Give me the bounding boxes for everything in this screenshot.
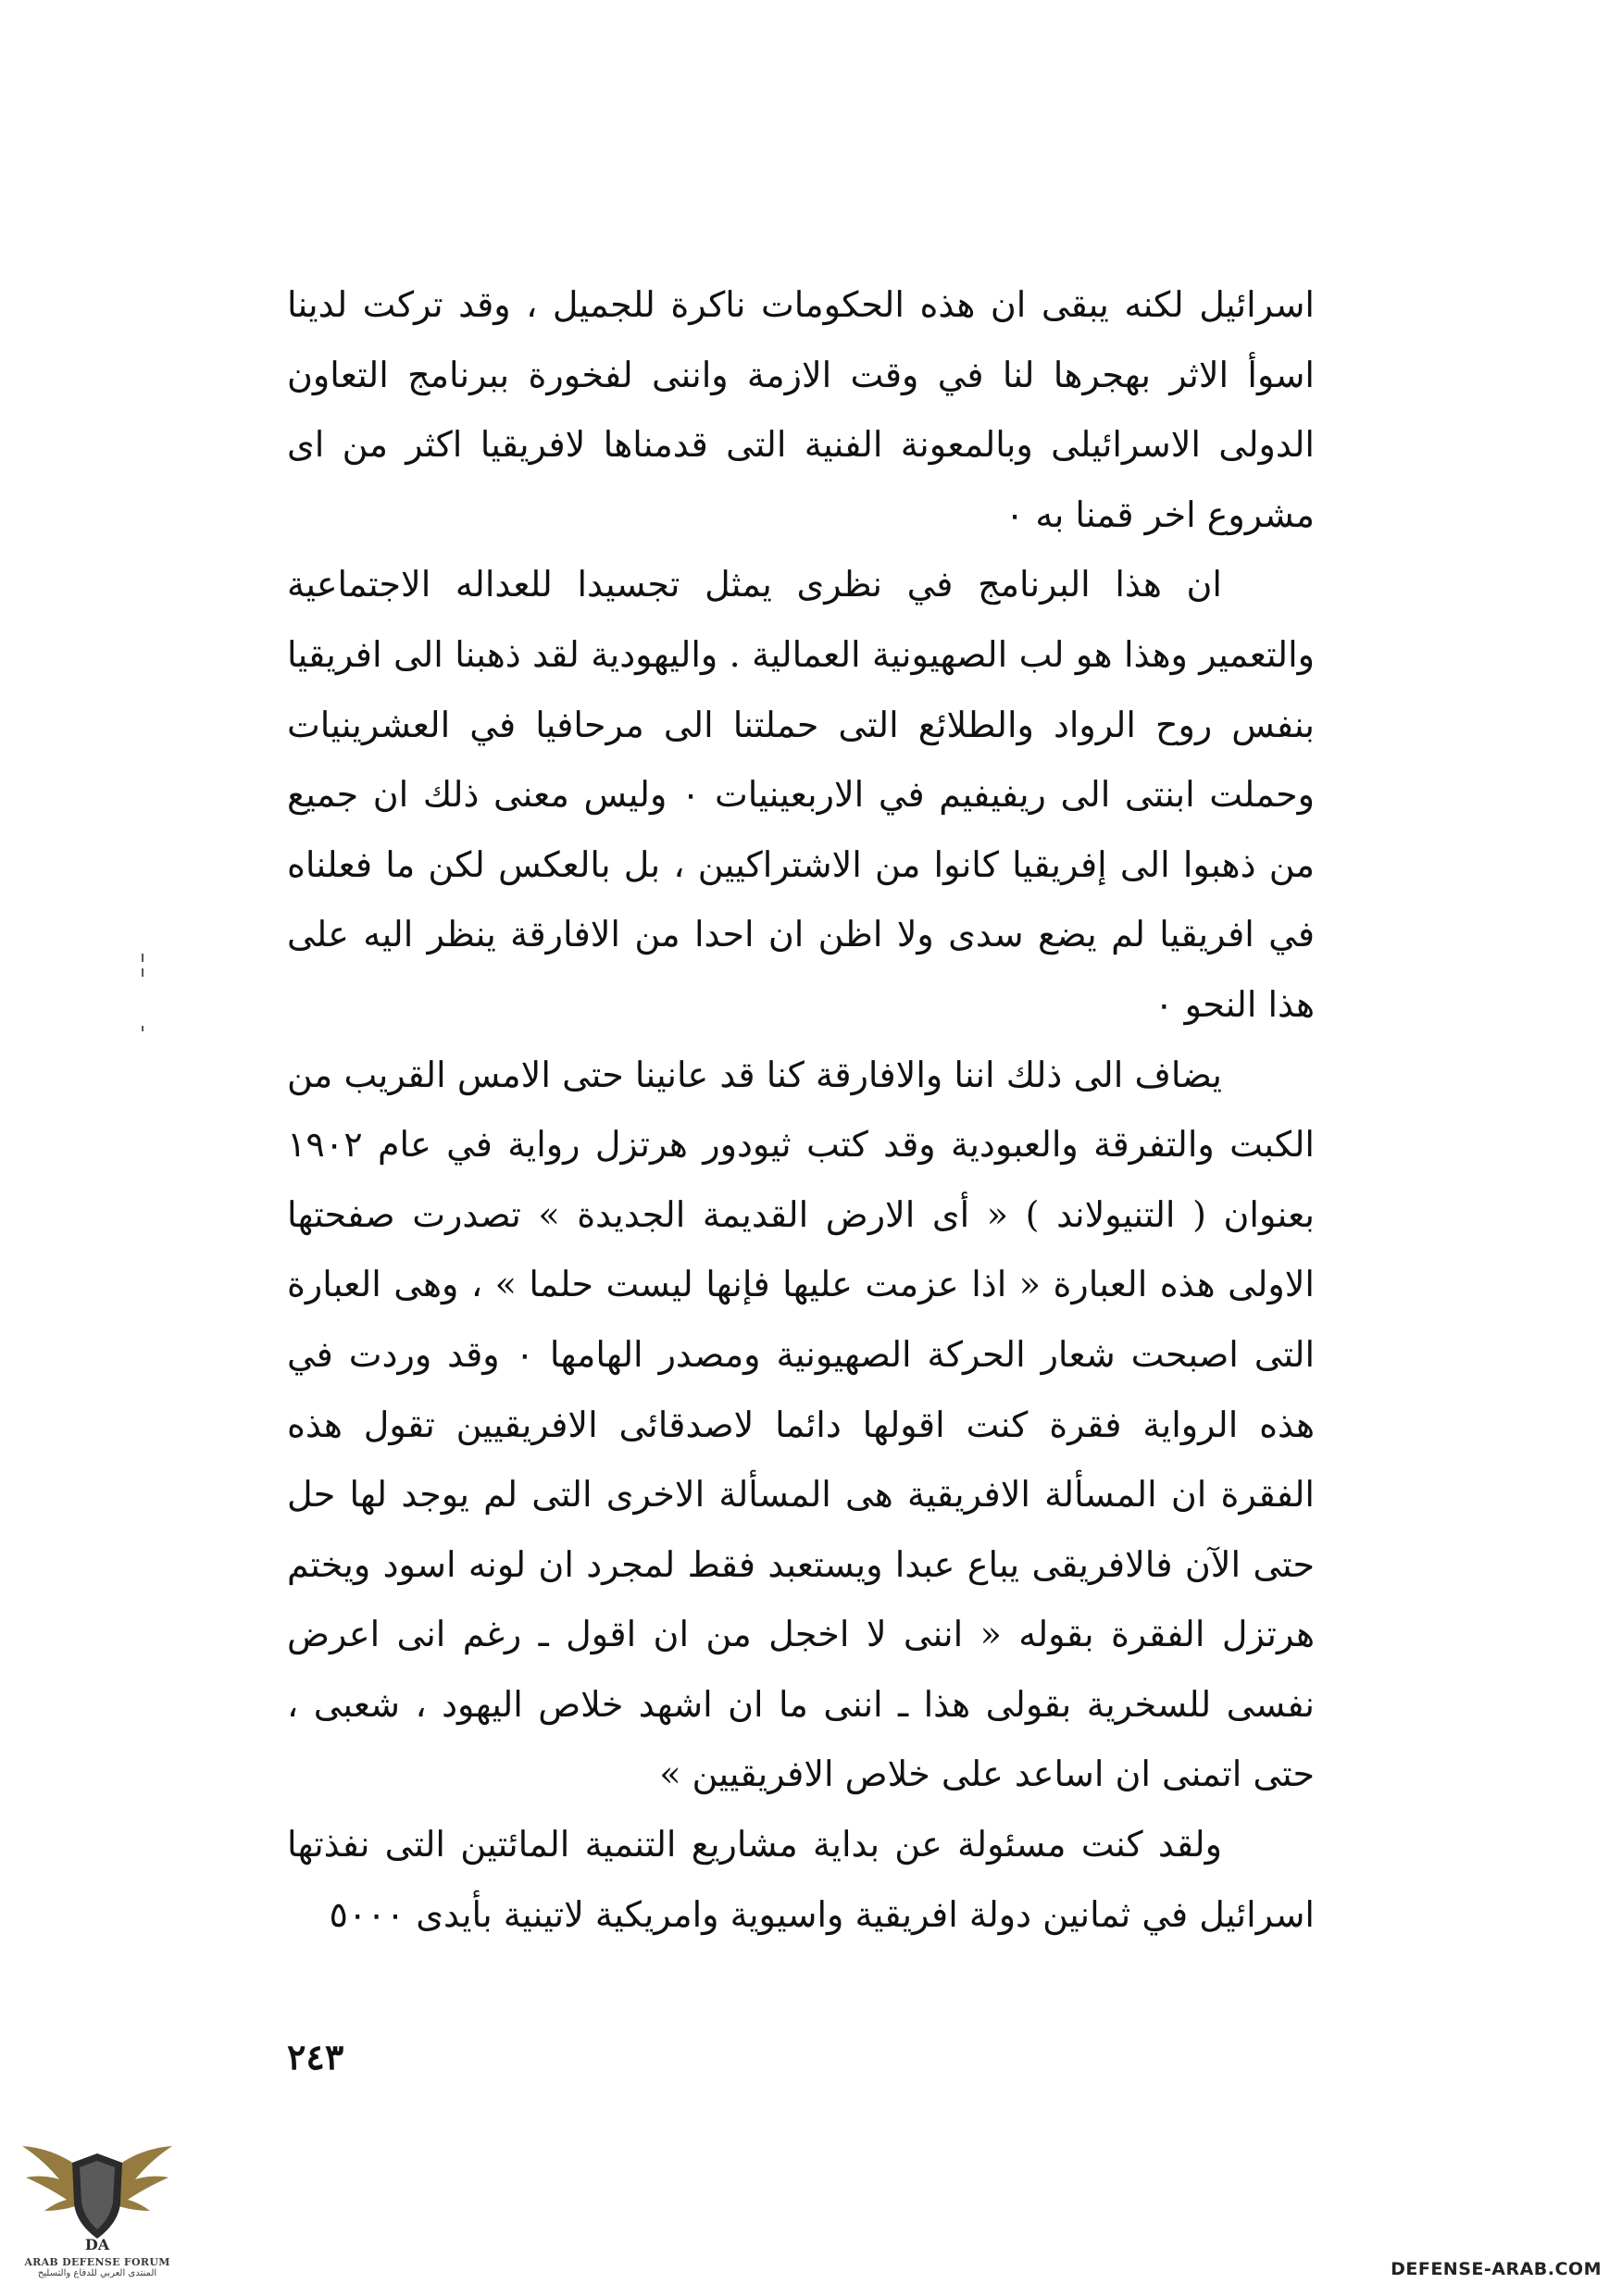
paragraph-4: ولقد كنت مسئولة عن بداية مشاريع التنمية المائتين التى نفذتها اسرائيل في ثمانين دولة افريقية واسيوية وامريكية لاتينية بأيدى ٥٠٠٠ bbox=[287, 1824, 1315, 1935]
margin-tick bbox=[142, 1026, 143, 1031]
body-text bbox=[287, 270, 1315, 1950]
watermark-url: DEFENSE-ARAB.COM bbox=[1391, 2259, 1602, 2279]
paragraph-3: يضاف الى ذلك اننا والافارقة كنا قد عانينا حتى الامس القريب من الكبت والتفرقة والعبودية وقد كتب ثيودور هرتزل رواية في عام ١٩٠٢ بعنوان ( التنيولاند ) « أى الارض القديمة الجديدة » تصدرت صفحتها الاولى هذه العبارة « اذا عزمت عليها فإنها ليست حلما » ، وهى العبارة التى اصبحت شعار الحركة الصهيونية ومصدر الهامها ٠ وقد وردت في هذه الرواية فقرة كنت اقولها دائما لاصدقائى الافريقيين تقول هذه الفقرة ان المسألة الافريقية هى المسألة الاخرى التى لم يوجد لها حل حتى الآن فالافريقى يباع عبدا ويستعبد فقط لمجرد ان لونه اسود ويختم هرتزل الفقرة بقوله « اننى لا اخجل من ان اقول ـ رغم انى اعرض نفسى للسخرية بقولى هذا ـ اننى ما ان اشهد خلاص اليهود ، شعبى ، حتى اتمنى ان اساعد على خلاص الافريقيين » bbox=[287, 1054, 1315, 1795]
margin-marks bbox=[137, 954, 148, 1037]
paragraph-1: اسرائيل لكنه يبقى ان هذه الحكومات ناكرة للجميل ، وقد تركت لدينا اسوأ الاثر بهجرها لنا في وقت الازمة واننى لفخورة ببرنامج التعاون الدولى الاسرائيلى وبالمعونة الفنية التى قدمناها لافريقيا اكثر من اى مشروع اخر قمنا به ٠ bbox=[287, 284, 1315, 535]
paragraph-2: ان هذا البرنامج في نظرى يمثل تجسيدا للعداله الاجتماعية والتعمير وهذا هو لب الصهيونية العمالية . واليهودية لقد ذهبنا الى افريقيا بنفس روح الرواد والطلائع التى حملتنا الى مرحافيا في العشرينيات وحملت ابنتى الى ريفيفيم في الاربعينيات ٠ وليس معنى ذلك ان جميع من ذهبوا الى إفريقيا كانوا من الاشتراكيين ، بل بالعكس لكن ما فعلناه في افريقيا لم يضع سدى ولا اظن ان احدا من الافارقة ينظر اليه على هذا النحو ٠ bbox=[287, 564, 1315, 1025]
forum-logo-subtitle: المنتدى العربي للدفاع والتسليح bbox=[37, 2268, 157, 2278]
forum-emblem-icon bbox=[19, 2120, 176, 2254]
margin-tick bbox=[142, 968, 143, 977]
svg-text:DA: DA bbox=[84, 2236, 110, 2253]
margin-tick bbox=[142, 954, 143, 962]
page-number: ٢٤٣ bbox=[287, 2036, 344, 2078]
forum-logo-name: ARAB DEFENSE FORUM bbox=[24, 2256, 170, 2268]
forum-logo bbox=[19, 2120, 176, 2282]
